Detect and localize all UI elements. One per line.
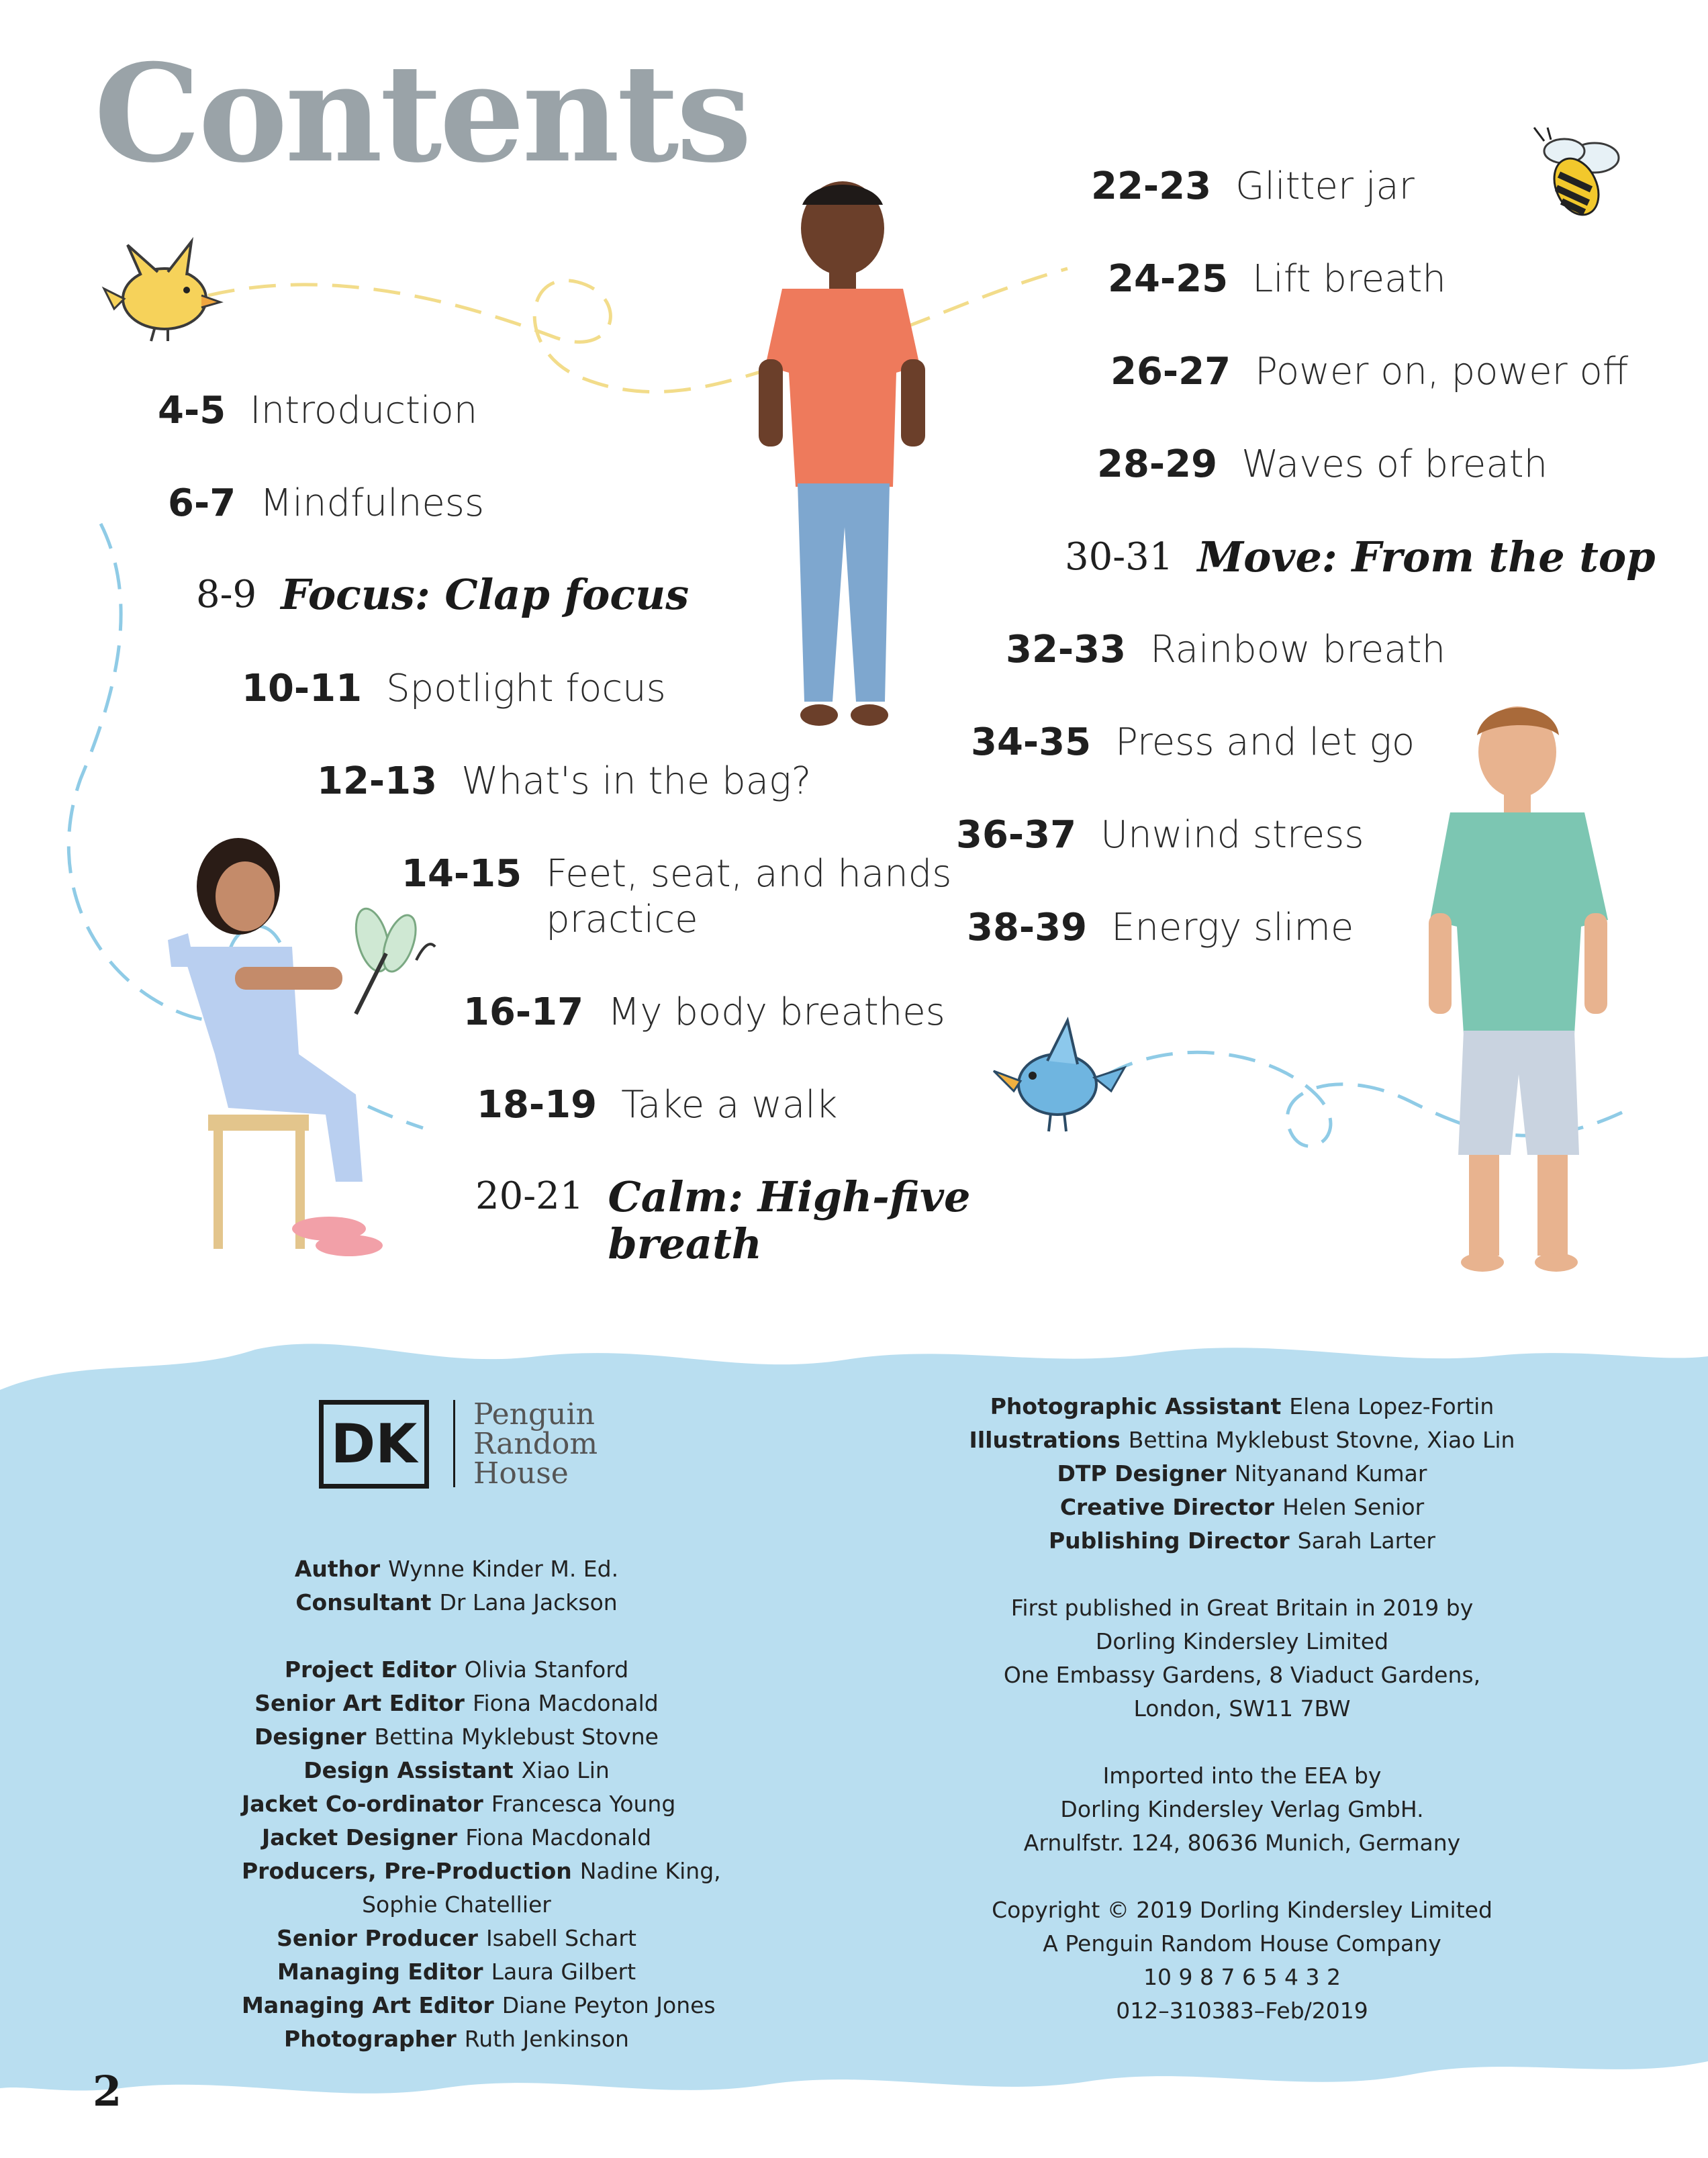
- credit-role: Illustrations: [969, 1427, 1121, 1453]
- credit-name: Bettina Myklebust Stovne, Xiao Lin: [1128, 1427, 1515, 1453]
- logo-word: Penguin: [473, 1397, 595, 1432]
- toc-entry-high-five-breath[interactable]: [475, 1174, 970, 1268]
- publisher-line: Dorling Kindersley Limited: [1095, 1628, 1389, 1654]
- publisher-line: One Embassy Gardens, 8 Viaduct Gardens,: [1003, 1662, 1481, 1688]
- toc-title: Mindfulness: [260, 481, 485, 525]
- credit-role: Author: [294, 1556, 381, 1582]
- toc-title: Press and let go: [1115, 720, 1415, 764]
- credit-name: Ruth Jenkinson: [464, 2026, 629, 2052]
- credit-line: [242, 1653, 671, 1687]
- publisher-line: London, SW11 7BW: [1133, 1695, 1351, 1722]
- credit-name: Laura Gilbert: [491, 1959, 636, 1985]
- credit-spacer: [953, 1558, 1531, 1591]
- toc-page-range: 30-31: [1065, 535, 1174, 579]
- toc-title: Introduction: [250, 389, 478, 432]
- credit-role: Senior Art Editor: [254, 1690, 465, 1716]
- yellow-bird-icon: [101, 235, 222, 342]
- toc-title: Feet, seat, and hands practice: [546, 852, 952, 941]
- credit-name: Elena Lopez-Fortin: [1289, 1393, 1494, 1419]
- credit-line: [953, 1491, 1531, 1524]
- page-number: 2: [93, 2067, 122, 2116]
- logo-divider: [453, 1400, 455, 1487]
- logo-word: Random: [473, 1427, 598, 1461]
- credit-line: [242, 1821, 671, 1855]
- credit-name: Diane Peyton Jones: [502, 1992, 716, 2018]
- toc-title: Unwind stress: [1100, 813, 1364, 857]
- credit-role: Publishing Director: [1049, 1528, 1290, 1554]
- toc-page-range: 24-25: [1108, 257, 1229, 301]
- dk-penguin-random-house-logo: [319, 1397, 608, 1501]
- toc-page-range: 12-13: [317, 759, 438, 803]
- logo-wordmark: [473, 1397, 598, 1491]
- toc-entry-waves-of-breath[interactable]: [1097, 442, 1548, 487]
- credit-name: Helen Senior: [1282, 1494, 1425, 1520]
- credit-name: Sarah Larter: [1297, 1528, 1435, 1554]
- print-line: 10 9 8 7 6 5 4 3 2: [1143, 1964, 1341, 1990]
- credit-line: [953, 1457, 1531, 1491]
- credit-role: Designer: [254, 1724, 367, 1750]
- credit-role: Project Editor: [284, 1656, 457, 1683]
- credit-line: [953, 1423, 1531, 1457]
- toc-title: Glitter jar: [1235, 165, 1415, 208]
- boy-orange-shirt-photo: [725, 178, 953, 742]
- toc-entry-power-on-power-off[interactable]: [1110, 349, 1628, 395]
- credit-name: Dr Lana Jackson: [439, 1589, 618, 1615]
- credit-role: Managing Art Editor: [242, 1992, 494, 2018]
- toc-title: Spotlight focus: [386, 667, 666, 710]
- blue-bird-icon: [994, 1014, 1128, 1135]
- publisher-line: Dorling Kindersley Verlag GmbH.: [1060, 1796, 1424, 1822]
- credit-name: Francesca Young: [491, 1791, 676, 1817]
- toc-title: Move: From the top: [1197, 532, 1656, 581]
- credit-line: [953, 1524, 1531, 1558]
- credit-role: Photographic Assistant: [990, 1393, 1282, 1419]
- toc-page-range: 6-7: [168, 481, 236, 525]
- credit-name: Fiona Macdonald: [465, 1824, 652, 1850]
- credit-spacer: [953, 1726, 1531, 1759]
- credit-line: [242, 1720, 671, 1754]
- toc-title: Power on, power off: [1255, 350, 1629, 393]
- credit-name: Xiao Lin: [521, 1757, 610, 1783]
- credit-role: Creative Director: [1059, 1494, 1275, 1520]
- print-code: 012–310383–Feb/2019: [1116, 1998, 1368, 2024]
- credit-name: Bettina Myklebust Stovne: [374, 1724, 659, 1750]
- toc-entry-introduction[interactable]: [158, 388, 477, 434]
- dk-logo-mark: DK: [319, 1400, 429, 1489]
- toc-page-range: 4-5: [158, 389, 226, 432]
- credit-line: [242, 1922, 671, 1955]
- credit-name: Olivia Stanford: [464, 1656, 629, 1683]
- credit-role: Managing Editor: [277, 1959, 483, 1985]
- publisher-line: First published in Great Britain in 2019 by: [1010, 1595, 1474, 1621]
- toc-page-range: 20-21: [475, 1174, 584, 1218]
- credit-line: [242, 1552, 671, 1586]
- toc-entry-energy-slime[interactable]: [967, 905, 1354, 951]
- toc-page-range: 38-39: [967, 906, 1088, 949]
- credit-name: Nadine King,: [579, 1858, 721, 1884]
- credit-role: Consultant: [295, 1589, 432, 1615]
- toc-title: Rainbow breath: [1150, 628, 1446, 671]
- credit-name: Sophie Chatellier: [362, 1891, 551, 1918]
- toc-entry-unwind-stress[interactable]: [956, 812, 1364, 858]
- credit-line: [242, 1989, 716, 2022]
- credit-name: Wynne Kinder M. Ed.: [388, 1556, 619, 1582]
- credit-role: Design Assistant: [303, 1757, 514, 1783]
- toc-page-range: 36-37: [956, 813, 1077, 857]
- toc-entry-glitter-jar[interactable]: [1091, 164, 1415, 209]
- toc-page-range: 32-33: [1006, 628, 1127, 671]
- credit-name: Isabell Schart: [485, 1925, 636, 1951]
- credit-spacer: [953, 1860, 1531, 1893]
- toc-page-range: 8-9: [196, 573, 257, 616]
- toc-page-range: 28-29: [1097, 442, 1218, 486]
- toc-entry-lift-breath[interactable]: [1108, 256, 1446, 302]
- credits-right: [953, 1390, 1531, 2028]
- credit-line: [242, 1754, 671, 1787]
- toc-title: My body breathes: [608, 990, 945, 1034]
- credit-role: Jacket Co-ordinator: [242, 1791, 483, 1817]
- credit-spacer: [242, 1620, 671, 1653]
- toc-entry-from-the-top[interactable]: [1065, 534, 1656, 580]
- toc-entry-my-body-breathes[interactable]: [463, 990, 945, 1035]
- toc-page-range: 18-19: [477, 1083, 598, 1127]
- girl-sitting-photo: [134, 833, 389, 1269]
- toc-entry-press-and-let-go[interactable]: [971, 720, 1415, 765]
- toc-entry-rainbow-breath[interactable]: [1006, 627, 1445, 673]
- credit-line: [242, 1855, 721, 1888]
- credits-left: [242, 1552, 721, 2056]
- credit-role: DTP Designer: [1057, 1460, 1227, 1487]
- toc-page-range: 26-27: [1110, 350, 1231, 393]
- credit-line: [242, 1888, 671, 1922]
- credit-line: [242, 1955, 671, 1989]
- toc-entry-clap-focus[interactable]: [196, 572, 689, 618]
- toc-entry-spotlight-focus[interactable]: [242, 666, 666, 712]
- credit-name: Nityanand Kumar: [1234, 1460, 1427, 1487]
- publisher-line: Arnulfstr. 124, 80636 Munich, Germany: [1023, 1830, 1461, 1856]
- boy-green-shirt-photo: [1403, 698, 1631, 1289]
- credit-line: [953, 1390, 1531, 1423]
- toc-page-range: 14-15: [401, 852, 522, 896]
- publisher-line: Imported into the EEA by: [1102, 1763, 1382, 1789]
- toc-title: Calm: High-five breath: [608, 1172, 971, 1268]
- toc-page-range: 10-11: [242, 667, 363, 710]
- credit-name: Fiona Macdonald: [472, 1690, 659, 1716]
- toc-title: Take a walk: [621, 1083, 838, 1127]
- toc-title: What's in the bag?: [461, 759, 812, 803]
- credit-role: Senior Producer: [277, 1925, 478, 1951]
- toc-title: Lift breath: [1252, 257, 1446, 301]
- logo-word: House: [473, 1456, 569, 1491]
- credit-role: Jacket Designer: [261, 1824, 458, 1850]
- credit-line: [242, 2022, 671, 2056]
- toc-title: Energy slime: [1111, 906, 1354, 949]
- credit-line: [242, 1787, 676, 1821]
- credit-role: Photographer: [284, 2026, 457, 2052]
- toc-entry-whats-in-the-bag[interactable]: [317, 759, 811, 804]
- page-title: Contents: [94, 35, 750, 193]
- bee-icon: [1524, 128, 1631, 228]
- publisher-line: A Penguin Random House Company: [1043, 1930, 1441, 1957]
- toc-page-range: 22-23: [1091, 165, 1212, 208]
- toc-entry-take-a-walk[interactable]: [477, 1082, 837, 1128]
- credit-line: [242, 1687, 671, 1720]
- credit-role: Producers, Pre-Production: [242, 1858, 572, 1884]
- toc-entry-mindfulness[interactable]: [168, 481, 484, 526]
- toc-entry-feet-seat-hands[interactable]: [401, 851, 951, 943]
- toc-title: Waves of breath: [1241, 442, 1548, 486]
- toc-title: Focus: Clap focus: [281, 570, 690, 619]
- publisher-line: Copyright © 2019 Dorling Kindersley Limited: [992, 1897, 1492, 1923]
- toc-page-range: 34-35: [971, 720, 1092, 764]
- credit-line: [242, 1586, 671, 1620]
- toc-page-range: 16-17: [463, 990, 584, 1034]
